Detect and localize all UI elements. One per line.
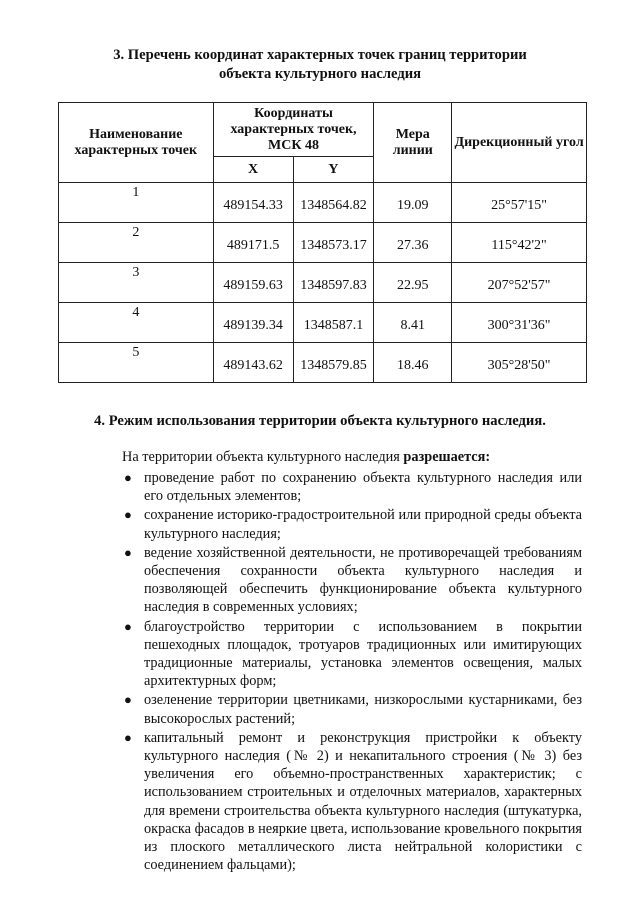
bullet-icon: ● bbox=[124, 692, 132, 708]
list-item-text: ведение хозяйственной деятельности, не противоречащей требованиям обеспечения сохранности объекта культурного наследия и позволяющей обеспечить функционирование объекта культурного наследия в современных условиях; bbox=[144, 544, 582, 616]
table-body bbox=[59, 183, 587, 383]
table-row bbox=[59, 183, 587, 223]
section-4-title: 4. Режим использования территории объекта культурного наследия. bbox=[94, 413, 546, 429]
x-value: 489159.63 bbox=[213, 263, 293, 303]
list-item bbox=[122, 469, 582, 505]
section-3-title-line-1: 3. Перечень координат характерных точек границ территории bbox=[113, 47, 527, 63]
point-number: 5 bbox=[59, 343, 214, 383]
table-header-row bbox=[59, 103, 587, 157]
y-value: 1348587.1 bbox=[293, 303, 374, 343]
table-row bbox=[59, 303, 587, 343]
list-item-text: проведение работ по сохранению объекта культурного наследия или его отдельных элементов; bbox=[144, 470, 582, 505]
list-item bbox=[122, 691, 582, 727]
table-row bbox=[59, 263, 587, 303]
allowed-list bbox=[122, 469, 582, 875]
list-item-text: капитальный ремонт и реконструкция пристройки к объекту культурного наследия (№ 2) и некапитального строения (№ 3) без увеличения его объемно-пространственных характеристик; с использованием строительных и отделочных материалов, характерных для времени строительства объекта культурного наследия (штукатурка, окраска фасадов в неяркие цвета, использование кровельного покрытия из плоского металлического листа нейтральной колористики с соединением фальцами); bbox=[144, 729, 582, 874]
header-direction-angle: Дирекционный угол bbox=[452, 103, 587, 183]
header-point-name: Наименование характерных точек bbox=[59, 103, 214, 183]
point-number: 2 bbox=[59, 223, 214, 263]
coordinates-table bbox=[58, 102, 587, 383]
header-line-measure: Мера линии bbox=[374, 103, 452, 183]
point-number: 3 bbox=[59, 263, 214, 303]
bullet-icon: ● bbox=[124, 507, 132, 523]
bullet-icon: ● bbox=[124, 544, 132, 560]
angle-value: 305°28'50" bbox=[452, 343, 587, 383]
x-value: 489143.62 bbox=[213, 343, 293, 383]
intro-text: На территории объекта культурного наследия bbox=[122, 449, 404, 465]
table-row bbox=[59, 223, 587, 263]
list-item-text: сохранение историко-градостроительной или природной среды объекта культурного наследия; bbox=[144, 507, 582, 542]
point-number: 1 bbox=[59, 183, 214, 223]
measure-value: 8.41 bbox=[374, 303, 452, 343]
measure-value: 19.09 bbox=[374, 183, 452, 223]
intro-bold: разрешается: bbox=[403, 449, 491, 465]
header-coordinates: Координаты характерных точек, МСК 48 bbox=[213, 103, 374, 157]
point-number: 4 bbox=[59, 303, 214, 343]
list-item-text: озеленение территории цветниками, низкорослыми кустарниками, без высокорослых растений; bbox=[144, 692, 582, 727]
measure-value: 18.46 bbox=[374, 343, 452, 383]
section-3-title-line-2: объекта культурного наследия bbox=[218, 66, 422, 82]
measure-value: 22.95 bbox=[374, 263, 452, 303]
header-y: Y bbox=[293, 157, 374, 183]
list-item bbox=[122, 729, 582, 875]
section-4-intro bbox=[122, 449, 490, 466]
list-item-text: благоустройство территории с использованием в покрытии пешеходных площадок, тротуаров традиционных или имитирующих традиционные материалы, установка элементов освещения, малых архитектурных форм; bbox=[144, 618, 582, 690]
y-value: 1348579.85 bbox=[293, 343, 374, 383]
x-value: 489171.5 bbox=[213, 223, 293, 263]
bullet-icon: ● bbox=[124, 470, 132, 485]
header-x: X bbox=[213, 157, 293, 183]
y-value: 1348564.82 bbox=[293, 183, 374, 223]
y-value: 1348597.83 bbox=[293, 263, 374, 303]
list-item bbox=[122, 544, 582, 617]
x-value: 489139.34 bbox=[213, 303, 293, 343]
angle-value: 300°31'36" bbox=[452, 303, 587, 343]
bullet-icon: ● bbox=[124, 618, 132, 634]
list-item bbox=[122, 506, 582, 542]
x-value: 489154.33 bbox=[213, 183, 293, 223]
table-row bbox=[59, 343, 587, 383]
angle-value: 207°52'57" bbox=[452, 263, 587, 303]
measure-value: 27.36 bbox=[374, 223, 452, 263]
list-item bbox=[122, 618, 582, 691]
bullet-icon: ● bbox=[124, 729, 132, 745]
angle-value: 25°57'15" bbox=[452, 183, 587, 223]
y-value: 1348573.17 bbox=[293, 223, 374, 263]
section-3-title bbox=[60, 46, 580, 84]
angle-value: 115°42'2" bbox=[452, 223, 587, 263]
